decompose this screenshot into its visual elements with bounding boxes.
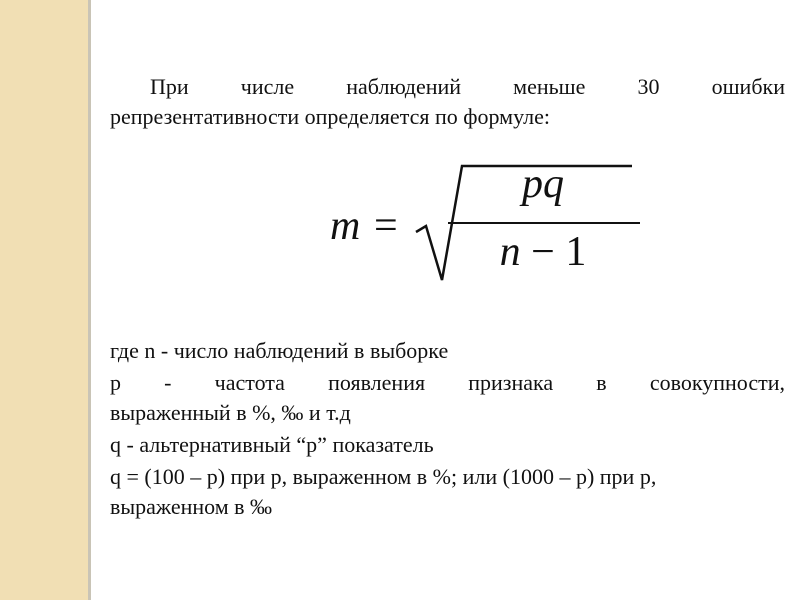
definition-q: q - альтернативный “p” показатель (110, 432, 434, 457)
formula-numerator: pq (522, 161, 564, 207)
q-formula-line-2: выраженном в ‰ (110, 494, 273, 519)
formula-lhs: m (330, 203, 361, 249)
formula-denominator (448, 228, 638, 276)
q-formula-line-1: q = (100 – p) при p, выраженном в %; или (1000 – p) при p, (110, 464, 657, 489)
side-decor-bar (0, 0, 88, 600)
definition-p-line-2: выраженный в %, ‰ и т.д (110, 400, 351, 425)
formula-equals: = (374, 203, 398, 249)
definition-p-line-1: p - частота появления признака в совокупности, (110, 370, 785, 395)
denominator-rest: − 1 (520, 229, 587, 275)
fraction-bar (448, 222, 640, 224)
intro-line-1: При числе наблюдений меньше 30 ошибки (150, 74, 785, 99)
formula (330, 160, 660, 290)
side-divider (88, 0, 91, 600)
intro-line-2: репрезентативности определяется по формуле: (110, 104, 550, 129)
definition-n: где n - число наблюдений в выборке (110, 338, 449, 363)
denominator-variable: n (499, 229, 521, 275)
slide-content (110, 0, 785, 600)
